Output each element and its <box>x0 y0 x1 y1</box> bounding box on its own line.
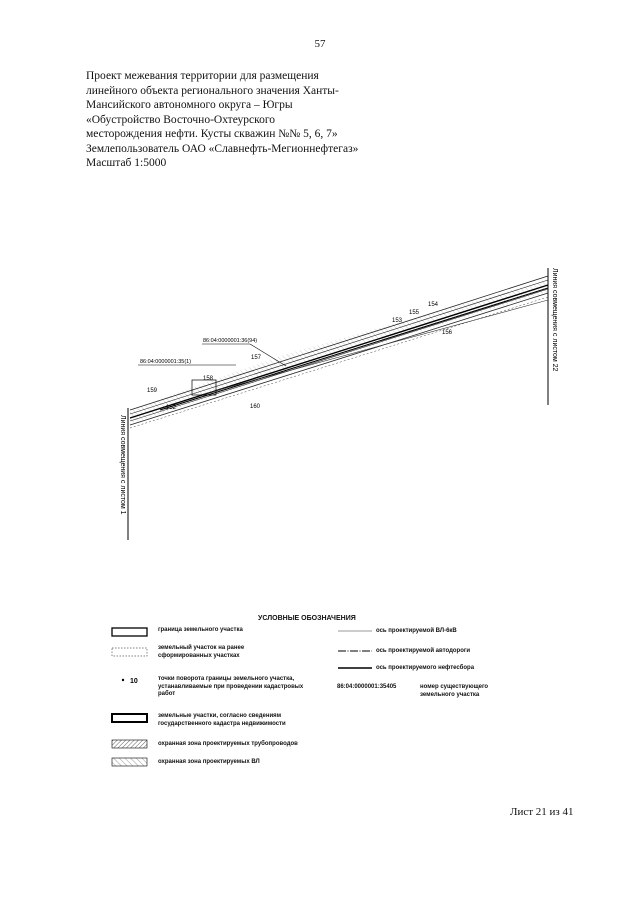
point-label: 160 <box>250 404 261 410</box>
point-label: 154 <box>428 302 439 308</box>
sheet-footer: Лист 21 из 41 <box>510 806 574 818</box>
legend-symbol-vl-zone <box>112 758 147 766</box>
scale-line: Масштаб 1:5000 <box>86 157 167 169</box>
parcel-label: 86:04:0000001:36(94) <box>203 338 258 344</box>
corridor <box>130 276 548 428</box>
header-line: месторождения нефти. Кусты скважин №№ 5, 6, 7» <box>86 128 338 140</box>
legend-item-text: граница земельного участка <box>158 627 243 633</box>
page-number: 57 <box>314 38 326 50</box>
legend-item-text: ось проектируемой автодороги <box>376 648 471 654</box>
legend-item-text: ось проектируемой ВЛ-6кВ <box>376 628 457 634</box>
point-label: 153 <box>392 318 403 324</box>
legend-symbol-turn-point <box>122 679 124 681</box>
header-line: линейного объекта регионального значения Ханты- <box>86 84 339 97</box>
header-line: «Обустройство Восточно-Охтеурского <box>86 113 276 126</box>
legend-item-text: точки поворота границы земельного участка, устанавливаемые при проведении кадастровых работ <box>158 676 304 697</box>
match-line-right-label: Линия совмещения с листом 22 <box>551 268 558 372</box>
legend-turn-point-number: 10 <box>130 678 138 685</box>
point-label: 152 <box>166 405 177 411</box>
legend-symbol-formed-parcel <box>112 648 147 656</box>
point-label: 158 <box>203 376 214 382</box>
point-label: 155 <box>409 310 420 316</box>
legend-item-text: ось проектируемого нефтесбора <box>376 665 475 671</box>
point-label: 159 <box>147 388 158 394</box>
legend-parcel-number-sample: 86:04:0000001:35405 <box>337 684 397 690</box>
parcel-label: 86:04:0000001:35(1) <box>140 359 192 365</box>
legend-symbol-cadastre-parcel <box>112 714 147 722</box>
legend-symbol-pipeline-zone <box>112 740 147 748</box>
header-line: Землепользователь ОАО «Славнефть-Мегионнефтегаз» <box>86 142 359 155</box>
point-label: 156 <box>442 330 453 336</box>
legend-item-text: охранная зона проектируемых ВЛ <box>158 759 260 765</box>
match-line-left-label: Линия совмещения с листом 1 <box>119 415 126 515</box>
legend-item-text: земельные участки, согласно сведениям государственного кадастра недвижимости <box>158 713 286 727</box>
point-label: 157 <box>251 355 262 361</box>
header-line: Проект межевания территории для размещения <box>86 70 319 82</box>
legend-item-text: земельный участок на ранее сформированных участках <box>158 645 245 659</box>
legend-symbol-parcel-boundary <box>112 628 147 636</box>
legend-item-text: охранная зона проектируемых трубопроводов <box>158 741 298 747</box>
legend-item-text: номер существующего земельного участка <box>420 684 489 698</box>
header-line: Мансийского автономного округа – Югры <box>86 99 293 111</box>
legend-title: УСЛОВНЫЕ ОБОЗНАЧЕНИЯ <box>258 615 356 622</box>
